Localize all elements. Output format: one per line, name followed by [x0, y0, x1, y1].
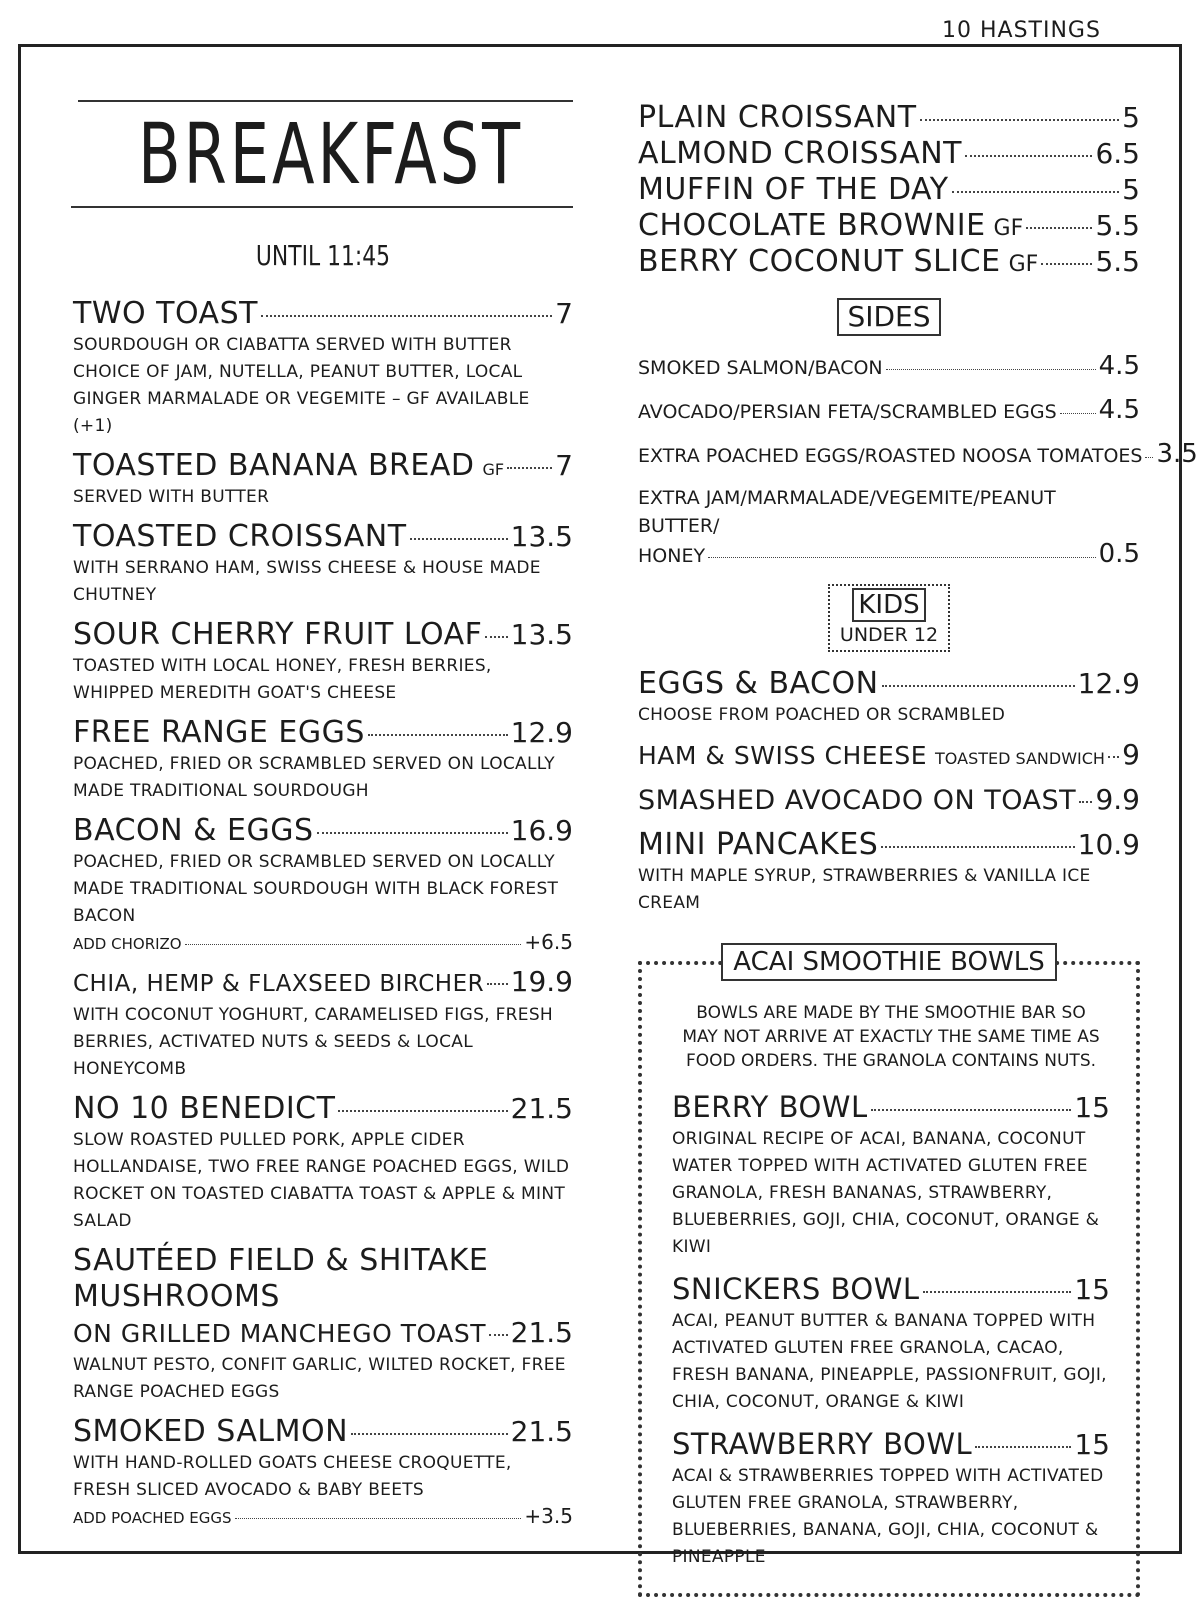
item-name: TOASTED BANANA BREAD [73, 448, 475, 483]
leader-dots [871, 1109, 1072, 1111]
side-price: 3.5 [1156, 439, 1198, 469]
add-on-price: +3.5 [524, 1504, 573, 1528]
item-price: 5 [1122, 101, 1140, 134]
venue-name: 10 HASTINGS [942, 18, 1101, 43]
kids-item [638, 666, 1140, 729]
leader-dots [886, 369, 1096, 370]
menu-item [73, 448, 573, 511]
add-on-label: ADD CHORIZO [73, 935, 182, 953]
item-price: 15 [1074, 1273, 1110, 1306]
menu-item [73, 296, 573, 440]
menu-item [73, 617, 573, 707]
item-name: PLAIN CROISSANT [638, 100, 917, 135]
item-name: TOASTED CROISSANT [73, 519, 407, 554]
kids-subheading: UNDER 12 [839, 624, 939, 646]
item-name: ALMOND CROISSANT [638, 136, 962, 171]
item-description: WALNUT PESTO, CONFIT GARLIC, WILTED ROCKET, FREE RANGE POACHED EGGS [73, 1355, 566, 1402]
item-price: 5 [1122, 173, 1140, 206]
leader-dots [881, 846, 1074, 848]
item-name: BACON & EGGS [73, 813, 314, 848]
acai-item [672, 1089, 1110, 1261]
item-price: 13.5 [510, 520, 573, 553]
leader-dots [261, 315, 552, 317]
item-price: 15 [1074, 1091, 1110, 1124]
item-name: STRAWBERRY BOWL [672, 1427, 973, 1461]
item-name: SMOKED SALMON [73, 1414, 349, 1449]
acai-heading-wrap [642, 943, 1136, 981]
menu-item [73, 715, 573, 805]
item-description: POACHED, FRIED OR SCRAMBLED SERVED ON LOCALLY MADE TRADITIONAL SOURDOUGH [73, 754, 555, 801]
item-price: 16.9 [510, 814, 573, 847]
item-name: CHIA, HEMP & FLAXSEED BIRCHER [73, 971, 485, 997]
add-on-label: ADD POACHED EGGS [73, 1509, 232, 1527]
side-price: 0.5 [1098, 539, 1140, 569]
leader-dots [485, 636, 507, 638]
page-title: BREAKFAST [138, 105, 524, 203]
leader-dots [1060, 413, 1096, 414]
title-rule-bottom [71, 206, 573, 208]
leader-dots [489, 1334, 508, 1336]
leader-dots [351, 1433, 508, 1435]
side-price: 4.5 [1098, 395, 1140, 425]
kids-list [638, 666, 1140, 917]
side-item [638, 396, 1140, 426]
kids-item [638, 782, 1140, 819]
item-description: WITH MAPLE SYRUP, STRAWBERRIES & VANILLA ICE CREAM [638, 866, 1091, 913]
item-price: 5.5 [1095, 209, 1140, 242]
leader-dots [1145, 457, 1153, 458]
side-name: SMOKED SALMON/BACON [638, 357, 883, 379]
menu-item [73, 1243, 573, 1406]
side-item [638, 439, 1198, 470]
item-price: 7 [555, 297, 573, 330]
sides-heading: SIDES [837, 298, 940, 336]
leader-dots [882, 685, 1075, 687]
item-description: WITH COCONUT YOGHURT, CARAMELISED FIGS, FRESH BERRIES, ACTIVATED NUTS & SEEDS & LOCAL HONEYCOMB [73, 1005, 553, 1079]
item-price: 21.5 [510, 1316, 573, 1349]
leader-dots [965, 155, 1092, 157]
item-description: SERVED WITH BUTTER [73, 487, 270, 507]
item-price: 21.5 [510, 1415, 573, 1448]
leader-dots [1108, 756, 1119, 758]
item-price: 6.5 [1095, 137, 1140, 170]
item-price: 21.5 [510, 1092, 573, 1125]
kids-item [638, 737, 1140, 774]
item-price: 7 [555, 449, 573, 482]
acai-item [672, 1426, 1110, 1571]
add-on-row [73, 1504, 573, 1530]
item-name: BERRY BOWL [672, 1090, 868, 1124]
gluten-free-tag: GF [482, 460, 505, 479]
item-description: WITH HAND-ROLLED GOATS CHEESE CROQUETTE, FRESH SLICED AVOCADO & BABY BEETS [73, 1453, 512, 1500]
leader-dots [1026, 227, 1092, 229]
leader-dots [708, 557, 1096, 558]
item-name: HAM & SWISS CHEESE [638, 741, 928, 770]
item-name: ON GRILLED MANCHEGO TOAST [73, 1319, 486, 1348]
kids-heading-wrap [638, 584, 1140, 652]
leader-dots [338, 1110, 507, 1112]
kids-heading: KIDS [852, 588, 925, 622]
menu-item [73, 519, 573, 609]
acai-section [638, 947, 1140, 1597]
item-tag: TOASTED SANDWICH [935, 749, 1105, 768]
side-name: AVOCADO/PERSIAN FETA/SCRAMBLED EGGS [638, 401, 1057, 423]
side-name: HONEY [638, 545, 706, 567]
item-name: SMASHED AVOCADO ON TOAST [638, 785, 1077, 816]
item-name: CHOCOLATE BROWNIE [638, 208, 986, 243]
side-item [638, 352, 1140, 382]
gluten-free-tag: GF [1008, 252, 1039, 277]
bakery-item [638, 100, 1140, 136]
item-price: 9.9 [1095, 783, 1140, 816]
leader-dots [952, 191, 1120, 193]
side-name-line1: EXTRA JAM/MARMALADE/VEGEMITE/PEANUT BUTTER/ [638, 487, 1056, 537]
side-price: 4.5 [1098, 351, 1140, 381]
item-name: TWO TOAST [73, 296, 258, 331]
leader-dots [1079, 801, 1092, 803]
leader-dots [368, 734, 508, 736]
sides-list [638, 351, 1198, 570]
acai-heading: ACAI SMOOTHIE BOWLS [721, 943, 1056, 981]
leader-dots [923, 1291, 1072, 1293]
acai-item [672, 1271, 1110, 1416]
item-description: TOASTED WITH LOCAL HONEY, FRESH BERRIES, WHIPPED MEREDITH GOAT'S CHEESE [73, 656, 492, 703]
leader-dots [1041, 263, 1092, 265]
kids-heading-box [828, 584, 950, 652]
item-description: ACAI & STRAWBERRIES TOPPED WITH ACTIVATED GLUTEN FREE GRANOLA, STRAWBERRY, BLUEBERRIES, BANANA, GOJI, CHIA, COCONUT & PINEAPPLE [672, 1466, 1104, 1567]
item-name: BERRY COCONUT SLICE [638, 244, 1001, 279]
acai-note: BOWLS ARE MADE BY THE SMOOTHIE BAR SO MAY NOT ARRIVE AT EXACTLY THE SAME TIME AS FOOD ORDERS. THE GRANOLA CONTAINS NUTS. [682, 1003, 1100, 1071]
menu-item [73, 1091, 573, 1235]
bakery-item [638, 136, 1140, 172]
item-price: 9 [1122, 738, 1140, 771]
item-description: SOURDOUGH OR CIABATTA SERVED WITH BUTTER CHOICE OF JAM, NUTELLA, PEANUT BUTTER, LOCAL GINGER MARMALADE OR VEGEMITE – GF AVAILABLE (+1) [73, 335, 530, 436]
serving-hours: UNTIL 11:45 [255, 239, 391, 272]
item-name: NO 10 BENEDICT [73, 1091, 336, 1126]
item-price: 15 [1074, 1428, 1110, 1461]
item-name: SNICKERS BOWL [672, 1272, 920, 1306]
menu-item [73, 1414, 573, 1530]
side-item [638, 484, 1140, 570]
menu-item [73, 813, 573, 956]
add-on-price: +6.5 [524, 930, 573, 954]
item-price: 5.5 [1095, 245, 1140, 278]
item-description: SLOW ROASTED PULLED PORK, APPLE CIDER HOLLANDAISE, TWO FREE RANGE POACHED EGGS, WILD ROCKET ON TOASTED CIABATTA TOAST & APPLE & MINT SALAD [73, 1130, 570, 1231]
item-name: MUFFIN OF THE DAY [638, 172, 949, 207]
sides-heading-wrap [638, 298, 1140, 336]
bakery-item [638, 244, 1140, 280]
leader-dots [317, 832, 508, 834]
gluten-free-tag: GF [993, 216, 1024, 241]
menu-item [73, 964, 573, 1083]
bakery-list [638, 100, 1140, 280]
add-on-row [73, 930, 573, 956]
item-name: MINI PANCAKES [638, 827, 879, 862]
item-price: 13.5 [510, 618, 573, 651]
item-price: 12.9 [1077, 667, 1140, 700]
item-price: 10.9 [1077, 828, 1140, 861]
side-name: EXTRA POACHED EGGS/ROASTED NOOSA TOMATOES [638, 445, 1143, 467]
leader-dots [920, 119, 1120, 121]
bakery-item [638, 172, 1140, 208]
leader-dots [507, 467, 552, 469]
kids-item [638, 827, 1140, 917]
item-name: SOUR CHERRY FRUIT LOAF [73, 617, 483, 652]
bakery-item [638, 208, 1140, 244]
leader-dots [487, 983, 508, 985]
item-description: ACAI, PEANUT BUTTER & BANANA TOPPED WITH ACTIVATED GLUTEN FREE GRANOLA, CACAO, FRESH BANANA, PINEAPPLE, PASSIONFRUIT, GOJI, CHIA, COCONUT, ORANGE & KIWI [672, 1311, 1107, 1412]
item-price: 12.9 [510, 716, 573, 749]
leader-dots [975, 1446, 1071, 1448]
item-description: POACHED, FRIED OR SCRAMBLED SERVED ON LOCALLY MADE TRADITIONAL SOURDOUGH WITH BLACK FOREST BACON [73, 852, 559, 926]
item-price: 19.9 [510, 965, 573, 998]
item-name: EGGS & BACON [638, 666, 879, 701]
right-column [638, 100, 1198, 1597]
item-description: WITH SERRANO HAM, SWISS CHEESE & HOUSE MADE CHUTNEY [73, 558, 541, 605]
item-name: FREE RANGE EGGS [73, 715, 365, 750]
item-description: ORIGINAL RECIPE OF ACAI, BANANA, COCONUT WATER TOPPED WITH ACTIVATED GLUTEN FREE GRANOLA, FRESH BANANAS, STRAWBERRY, BLUEBERRIES, GOJI, CHIA, COCONUT, ORANGE & KIWI [672, 1129, 1100, 1257]
item-name-line1: SAUTÉED FIELD & SHITAKE MUSHROOMS [73, 1243, 489, 1314]
item-description: CHOOSE FROM POACHED OR SCRAMBLED [638, 705, 1006, 725]
leader-dots [185, 944, 522, 945]
breakfast-column [73, 100, 573, 1538]
leader-dots [410, 538, 508, 540]
leader-dots [235, 1518, 522, 1519]
